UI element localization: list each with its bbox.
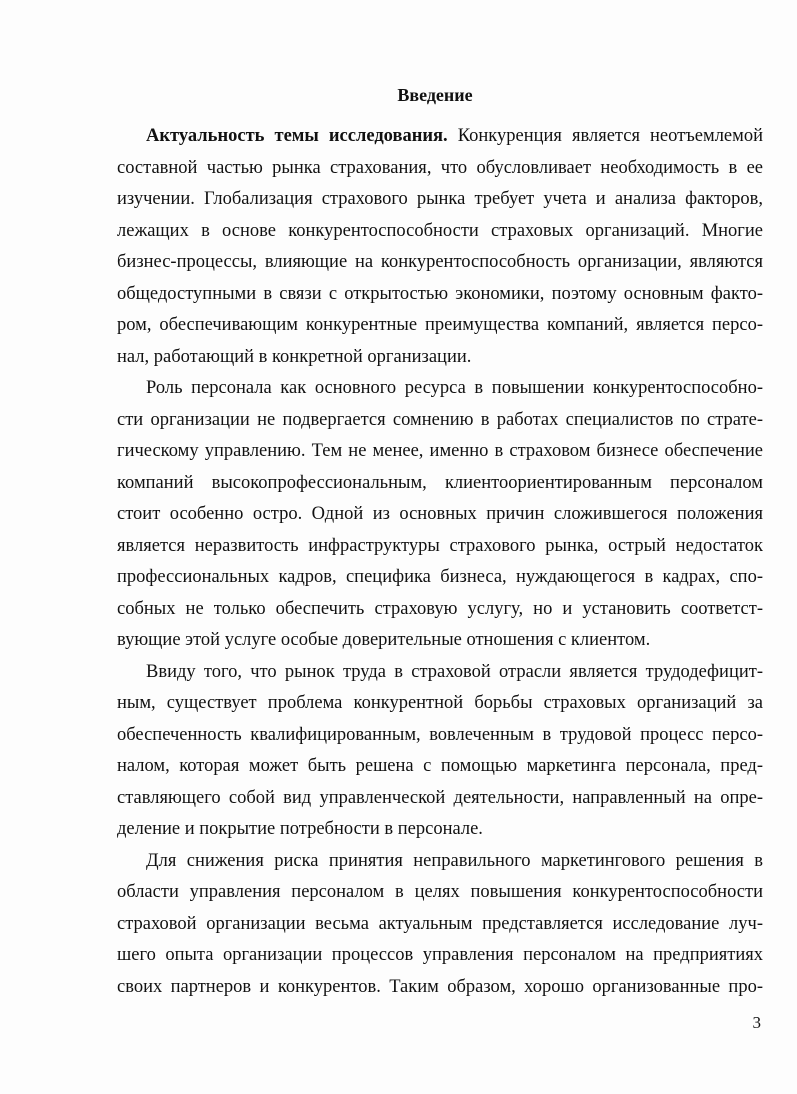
lead-phrase: Актуальность темы исследования.	[146, 126, 448, 146]
text-line: Для снижения риска принятия неправильного маркетингового решения в	[146, 850, 763, 871]
text-line: является неразвитость инфраструктуры страхового рынка, острый недостаток	[117, 535, 763, 556]
body-text	[117, 121, 763, 1003]
text-line: налом, которая может быть решена с помощью маркетинга персонала, пред-	[117, 756, 763, 776]
text-line: вующие этой услуге особые доверительные отношения с клиентом.	[117, 630, 651, 650]
text-line: изучении. Глобализация страхового рынка требует учета и анализа факторов,	[117, 189, 763, 209]
text-line: деление и покрытие потребности в персонале.	[117, 819, 483, 839]
page-number: 3	[752, 1013, 761, 1032]
text-line: общедоступными в связи с открытостью экономики, поэтому основным факто-	[117, 283, 763, 304]
line-text: Конкуренция является неотъемлемой	[447, 126, 764, 146]
text-line: области управления персоналом в целях повышения конкурентоспособности	[117, 882, 763, 902]
text-line: нал, работающий в конкретной организации.	[117, 346, 472, 367]
page-title: Введение	[397, 85, 473, 105]
text-line	[117, 121, 763, 153]
text-line: лежащих в основе конкурентоспособности страховых организаций. Многие	[117, 220, 763, 241]
text-line: страховой организации весьма актуальным представляется исследование луч-	[117, 913, 763, 934]
text-line: собных не только обеспечить страховую услугу, но и установить соответст-	[117, 598, 763, 619]
text-line: стоит особенно остро. Одной из основных причин сложившегося положения	[117, 504, 763, 524]
text-line: Ввиду того, что рынок труда в страховой отрасли является трудодефицит-	[146, 661, 763, 682]
text-line: сти организации не подвергается сомнению в работах специалистов по страте-	[117, 409, 763, 430]
text-line: ставляющего собой вид управленческой деятельности, направленный на опре-	[117, 787, 763, 808]
text-line: гическому управлению. Тем не менее, именно в страховом бизнесе обеспечение	[117, 441, 763, 461]
text-line: составной частью рынка страхования, что обусловливает необходимость в ее	[117, 157, 763, 178]
text-line: шего опыта организации процессов управления персоналом на предприятиях	[117, 945, 763, 965]
text-line: профессиональных кадров, специфика бизнеса, нуждающегося в кадрах, спо-	[117, 567, 763, 587]
text-line: обеспеченность квалифицированным, вовлеченным в трудовой процесс персо-	[117, 724, 763, 745]
text-line: компаний высокопрофессиональным, клиентоориентированным персоналом	[117, 472, 763, 493]
text-line: своих партнеров и конкурентов. Таким образом, хорошо организованные про-	[117, 976, 763, 997]
text-line: ным, существует проблема конкурентной борьбы страховых организаций за	[117, 693, 763, 713]
text-line: бизнес-процессы, влияющие на конкурентоспособность организации, являются	[117, 252, 763, 272]
text-line: ром, обеспечивающим конкурентные преимущества компаний, является персо-	[117, 315, 763, 335]
text-line: Роль персонала как основного ресурса в повышении конкурентоспособно-	[146, 378, 763, 398]
